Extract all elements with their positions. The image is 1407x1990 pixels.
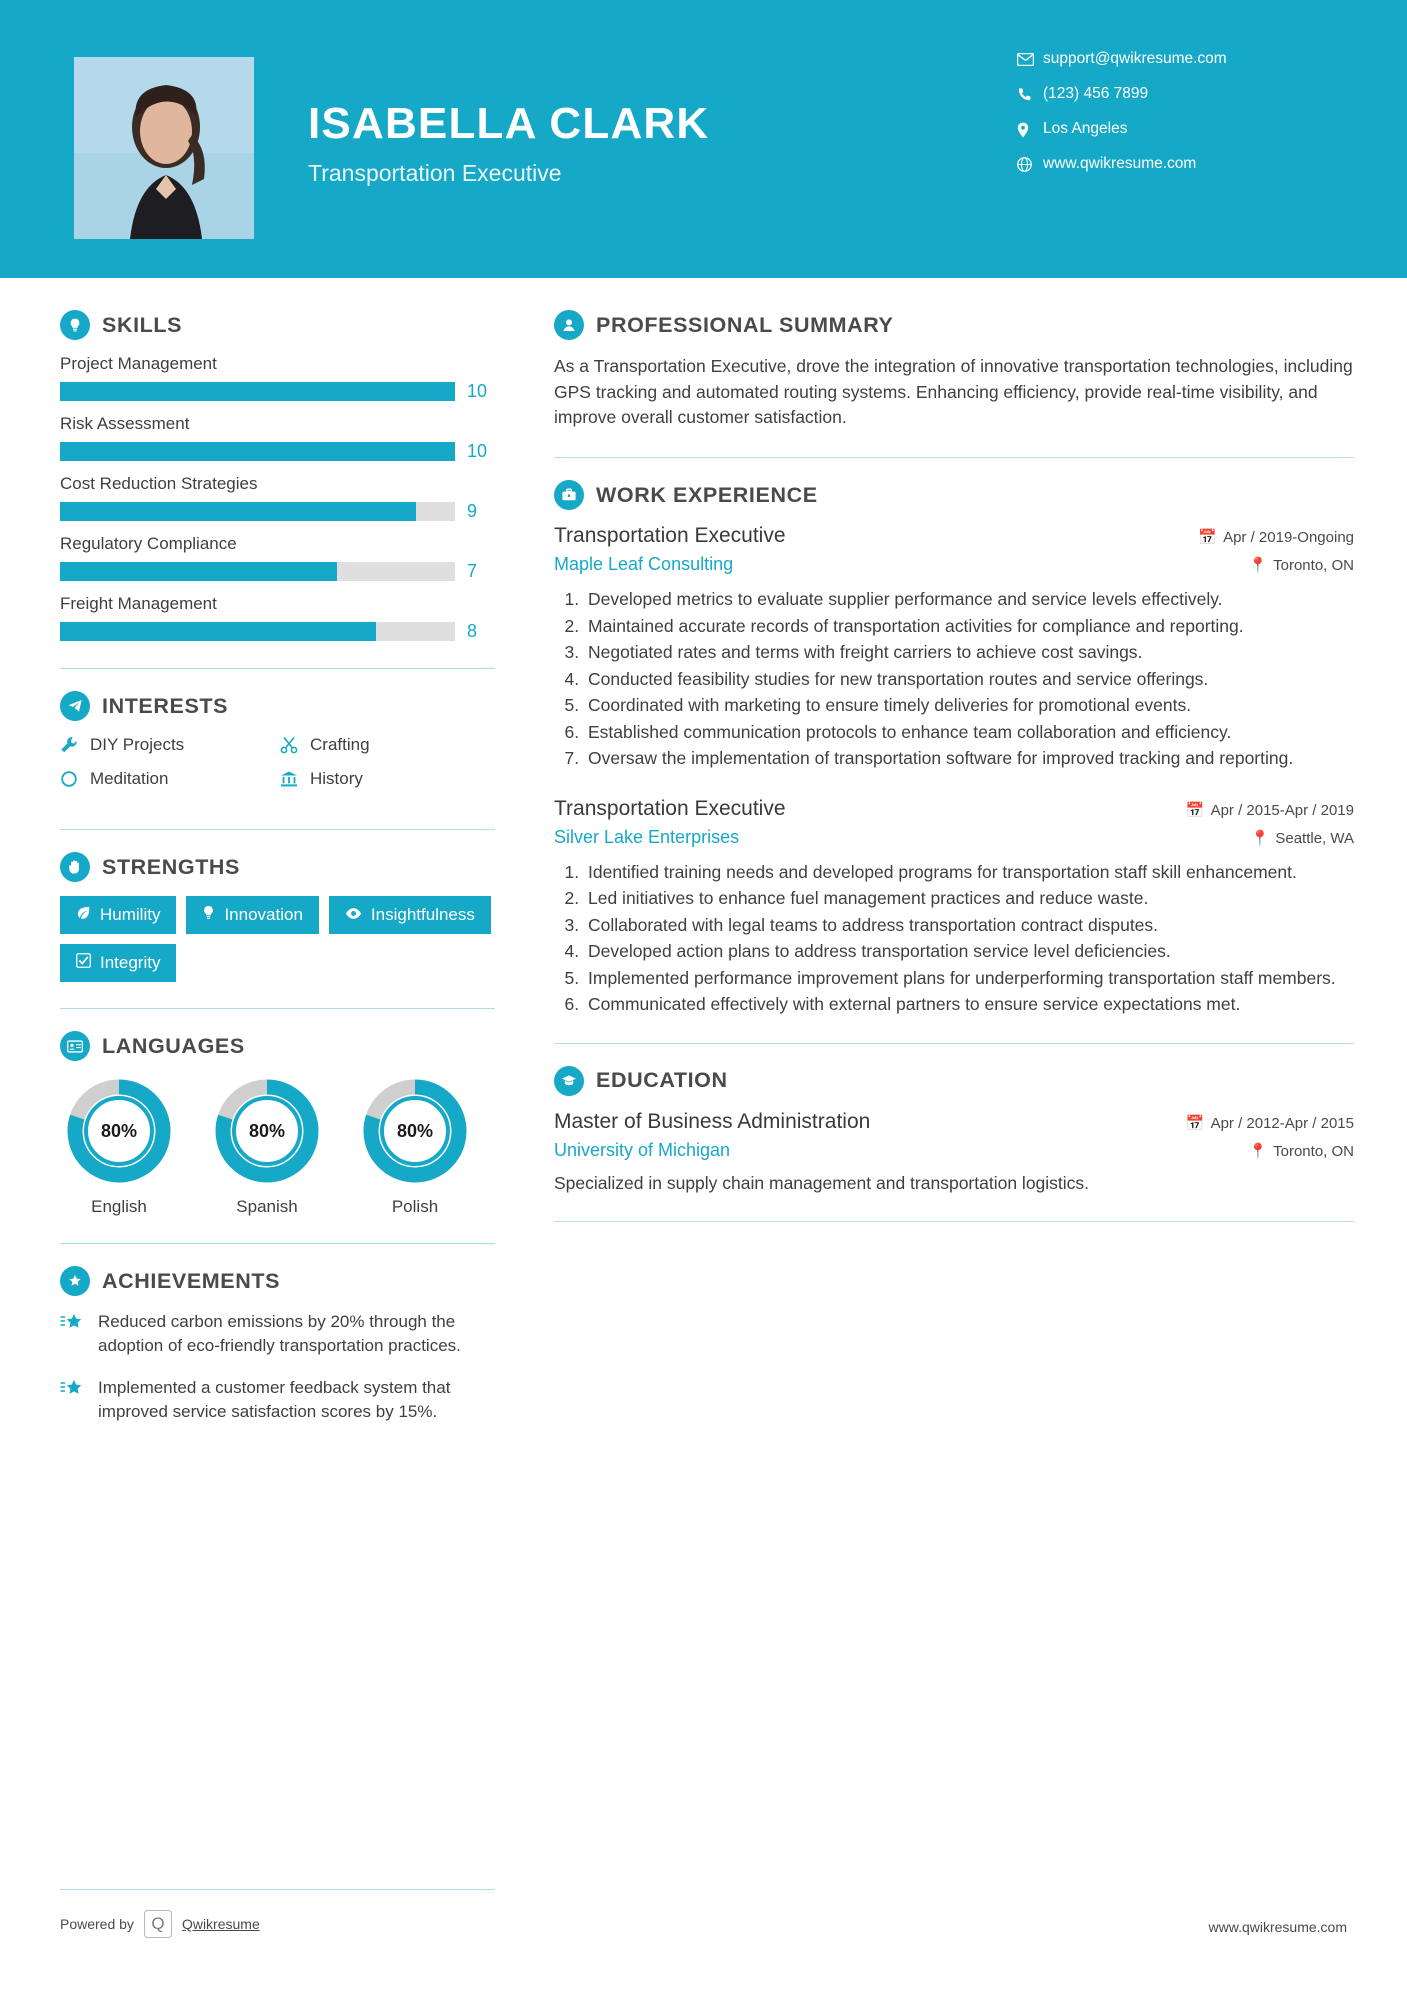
skill-item <box>60 594 500 642</box>
divider <box>554 1221 1354 1222</box>
contact-location-value: Los Angeles <box>1043 120 1128 137</box>
strength-label: Integrity <box>100 953 161 972</box>
divider <box>60 829 495 830</box>
star-badge-icon <box>60 1266 90 1296</box>
qwikresume-logo-icon: Q <box>144 1910 172 1938</box>
interests-list <box>60 735 500 803</box>
skill-value: 10 <box>467 381 488 401</box>
skill-value: 9 <box>467 501 478 521</box>
section-education-header <box>554 1066 1354 1096</box>
phone-icon <box>1017 86 1043 103</box>
divider <box>60 1008 495 1009</box>
skill-bar <box>60 382 455 401</box>
job-dates: 📅 Apr / 2015-Apr / 2019 <box>1185 801 1354 819</box>
skill-label: Regulatory Compliance <box>60 534 237 553</box>
job-company[interactable]: Silver Lake Enterprises <box>554 826 740 847</box>
skill-value: 8 <box>467 621 478 641</box>
bank-icon <box>280 770 310 788</box>
contact-email[interactable] <box>1017 50 1317 68</box>
education-entry <box>554 1110 1354 1196</box>
qwikresume-link[interactable]: Qwikresume <box>181 1916 260 1932</box>
interest-item <box>60 769 280 789</box>
interest-item <box>280 769 500 789</box>
strength-label: Humility <box>100 905 161 924</box>
eye-icon <box>345 905 362 925</box>
leaf-icon <box>76 905 91 925</box>
left-column <box>60 310 500 1443</box>
skill-item <box>60 534 500 582</box>
strength-chip <box>186 896 318 934</box>
paper-plane-icon <box>60 691 90 721</box>
skill-item <box>60 354 500 402</box>
skill-label: Freight Management <box>60 594 217 613</box>
language-donut <box>211 1075 323 1187</box>
achievement-text: Reduced carbon emissions by 20% through the adoption of eco-friendly transportation practices. <box>98 1312 461 1356</box>
experience-entry <box>554 524 1354 771</box>
education-location: 📍 Toronto, ON <box>1248 1142 1354 1160</box>
star-arrow-icon <box>60 1376 98 1424</box>
strength-chip <box>329 896 491 934</box>
bullet: 2. Led initiatives to enhance fuel management practices and reduce waste. <box>584 886 1354 911</box>
bullet: 5. Coordinated with marketing to ensure timely deliveries for promotional events. <box>584 693 1354 718</box>
resume-header <box>0 0 1407 278</box>
pin-icon: 📍 <box>1248 557 1268 575</box>
school[interactable]: University of Michigan <box>554 1139 731 1160</box>
skill-bar <box>60 622 455 641</box>
experience-entry <box>554 797 1354 1017</box>
hand-icon <box>60 852 90 882</box>
language-label: Polish <box>391 1197 439 1216</box>
bullet: 6. Established communication protocols to enhance team collaboration and efficiency. <box>584 720 1354 745</box>
skill-value: 7 <box>467 561 478 581</box>
contact-email-value: support@qwikresume.com <box>1043 50 1227 67</box>
check-square-icon <box>76 953 91 973</box>
interest-item <box>280 735 500 755</box>
language-percent: 80% <box>100 1120 138 1141</box>
footer-branding <box>60 1910 260 1938</box>
bulb-icon <box>202 905 215 925</box>
job-dates: 📅 Apr / 2019-Ongoing <box>1198 529 1354 547</box>
section-experience-title: WORK EXPERIENCE <box>596 482 818 507</box>
job-bullets <box>554 860 1354 1017</box>
page-title: ISABELLA CLARK <box>308 99 710 148</box>
briefcase-icon <box>554 480 584 510</box>
skill-label: Project Management <box>60 354 217 373</box>
pin-icon: 📍 <box>1250 829 1270 847</box>
strength-label: Insightfulness <box>370 905 475 924</box>
calendar-icon: 📅 <box>1185 801 1205 819</box>
mail-icon <box>1017 51 1043 68</box>
language-label: English <box>91 1197 147 1216</box>
skill-label: Cost Reduction Strategies <box>60 474 258 493</box>
bullet: 4. Conducted feasibility studies for new transportation routes and service offerings. <box>584 667 1354 692</box>
section-interests-title: INTERESTS <box>102 693 229 718</box>
section-interests-header <box>60 691 500 721</box>
education-dates: 📅 Apr / 2012-Apr / 2015 <box>1185 1114 1354 1132</box>
contact-phone[interactable] <box>1017 85 1317 103</box>
bullet: 3. Collaborated with legal teams to address transportation contract disputes. <box>584 913 1354 938</box>
skill-bar-fill <box>60 562 337 581</box>
language-donut <box>63 1075 175 1187</box>
section-experience-header <box>554 480 1354 510</box>
divider <box>554 457 1354 458</box>
globe-icon <box>1017 156 1043 173</box>
job-location: 📍 Toronto, ON <box>1248 557 1354 575</box>
achievement-item <box>60 1376 500 1424</box>
divider <box>554 1043 1354 1044</box>
star-arrow-icon <box>60 1310 98 1358</box>
skill-item <box>60 474 500 522</box>
divider <box>60 1243 495 1244</box>
identity-block <box>308 100 709 187</box>
skill-label: Risk Assessment <box>60 414 190 433</box>
language-donut <box>359 1075 471 1187</box>
section-languages-title: LANGUAGES <box>102 1033 245 1058</box>
contact-location[interactable] <box>1017 120 1317 138</box>
job-role: Transportation Executive <box>554 524 786 548</box>
section-achievements-header <box>60 1266 500 1296</box>
interest-label: Crafting <box>310 735 370 754</box>
graduation-icon <box>554 1066 584 1096</box>
bullet: 5. Implemented performance improvement plans for underperforming transportation staff members. <box>584 966 1354 991</box>
interest-label: Meditation <box>90 769 169 788</box>
section-languages-header <box>60 1031 500 1061</box>
contact-website-value: www.qwikresume.com <box>1043 155 1197 172</box>
id-card-icon <box>60 1031 90 1061</box>
bullet: 2. Maintained accurate records of transportation activities for compliance and reporting. <box>584 614 1354 639</box>
languages-list <box>60 1075 500 1217</box>
skill-bar <box>60 442 455 461</box>
scissors-icon <box>280 736 310 754</box>
language-percent: 80% <box>248 1120 286 1141</box>
skill-bar-fill <box>60 502 416 521</box>
bullet: 6. Communicated effectively with external partners to ensure service expectations met. <box>584 992 1354 1017</box>
calendar-icon: 📅 <box>1185 1114 1205 1132</box>
strength-chip <box>60 944 176 982</box>
location-icon <box>1017 120 1043 137</box>
achievements-list <box>60 1310 500 1425</box>
divider <box>60 1889 495 1890</box>
contact-website[interactable] <box>1017 155 1317 173</box>
language-item <box>356 1075 474 1217</box>
circle-icon <box>60 770 90 788</box>
powered-by-label: Powered by <box>60 1916 134 1932</box>
lightbulb-icon <box>60 310 90 340</box>
bullet: 7. Oversaw the implementation of transportation software for improved tracking and reporting. <box>584 746 1354 771</box>
bullet: 3. Negotiated rates and terms with freight carriers to achieve cost savings. <box>584 640 1354 665</box>
job-role: Transportation Executive <box>554 796 786 820</box>
summary-text: As a Transportation Executive, drove the integration of innovative transportation technologies, including GPS tracking and automated routing systems. Enhancing efficiency, provide real-time visibility, and improve overall customer satisfaction. <box>554 356 1353 428</box>
section-education-title: EDUCATION <box>596 1068 728 1093</box>
section-strengths-title: STRENGTHS <box>102 854 240 879</box>
job-bullets <box>554 587 1354 771</box>
bullet: 1. Identified training needs and developed programs for transportation staff skill enhancement. <box>584 860 1354 885</box>
section-achievements-title: ACHIEVEMENTS <box>102 1268 281 1293</box>
language-item <box>208 1075 326 1217</box>
language-item <box>60 1075 178 1217</box>
language-label: Spanish <box>236 1197 298 1216</box>
section-skills-header <box>60 310 500 340</box>
skill-value: 10 <box>467 441 488 461</box>
divider <box>60 668 495 669</box>
interest-label: History <box>310 769 363 788</box>
strength-label: Innovation <box>224 905 303 924</box>
calendar-icon: 📅 <box>1198 529 1218 547</box>
education-description: Specialized in supply chain management and transportation logistics. <box>554 1172 1090 1193</box>
interest-item <box>60 735 280 755</box>
skill-item <box>60 414 500 462</box>
achievement-item <box>60 1310 500 1358</box>
skill-bar <box>60 562 455 581</box>
skill-bar-fill <box>60 622 376 641</box>
degree: Master of Business Administration <box>554 1109 871 1133</box>
skill-bar-fill <box>60 382 455 401</box>
interest-label: DIY Projects <box>90 735 185 754</box>
section-skills-title: SKILLS <box>102 312 183 337</box>
contact-list <box>1017 50 1317 190</box>
strength-chip <box>60 896 176 934</box>
skill-bar-fill <box>60 442 455 461</box>
footer-website: www.qwikresume.com <box>1208 1919 1347 1935</box>
contact-phone-value: (123) 456 7899 <box>1043 85 1149 102</box>
bullet: 4. Developed action plans to address transportation service level deficiencies. <box>584 939 1354 964</box>
achievement-text: Implemented a customer feedback system that improved service satisfaction scores by 15%. <box>98 1378 451 1422</box>
right-column <box>554 310 1354 1244</box>
bullet: 1. Developed metrics to evaluate supplier performance and service levels effectively. <box>584 587 1354 612</box>
section-strengths-header <box>60 852 500 882</box>
strengths-list <box>60 896 500 982</box>
pin-icon: 📍 <box>1248 1142 1268 1160</box>
section-summary-header <box>554 310 1354 340</box>
avatar <box>74 57 254 239</box>
user-icon <box>554 310 584 340</box>
job-title: Transportation Executive <box>308 160 562 187</box>
wrench-icon <box>60 736 90 754</box>
job-location: 📍 Seattle, WA <box>1250 829 1354 847</box>
language-percent: 80% <box>396 1120 434 1141</box>
section-summary-title: PROFESSIONAL SUMMARY <box>596 312 894 337</box>
skill-bar <box>60 502 455 521</box>
job-company[interactable]: Maple Leaf Consulting <box>554 554 734 575</box>
